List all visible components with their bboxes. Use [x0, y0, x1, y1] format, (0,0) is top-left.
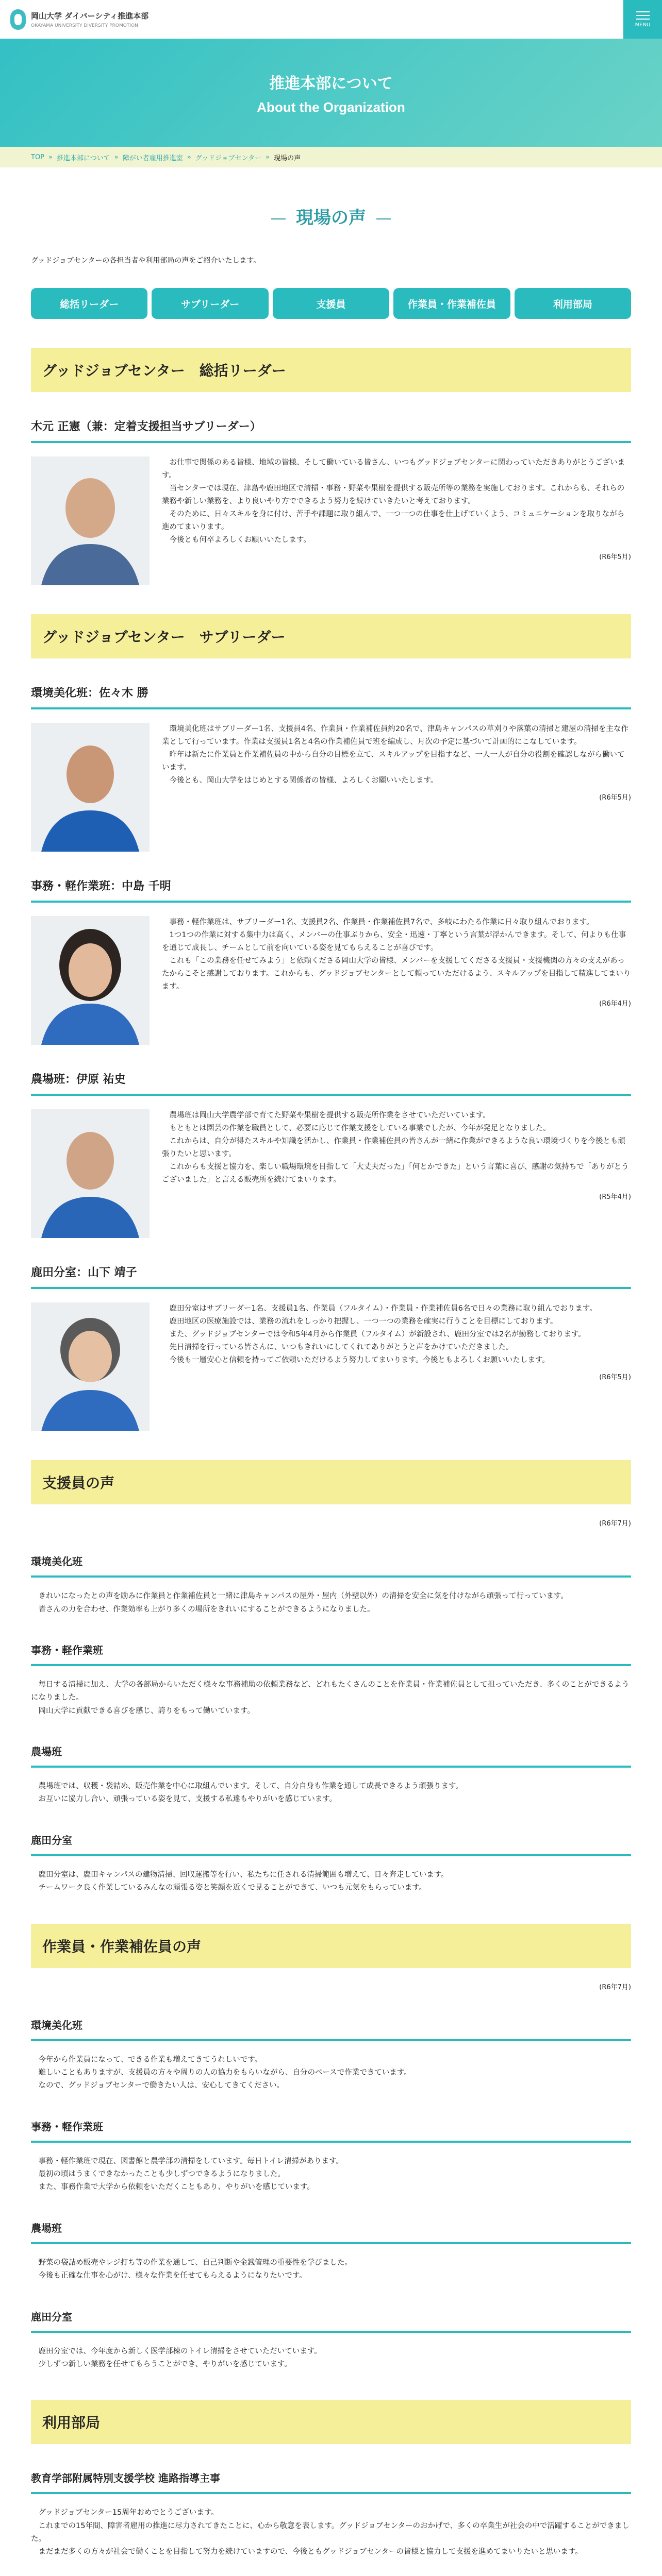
breadcrumb-current: 現場の声 [274, 154, 301, 162]
post-date: (R6年5月) [599, 793, 631, 802]
voice-block: 事務・軽作業班 事務・軽作業班で現在、図書館と農学部の清掃をしています。毎日トイレ清掃があります。 最初の頃はうまくできなかったことも少しずつできるようになりました。 また、事務作業で大学から依頼をいただくこともあり、やりがいを感じています。 [31, 2119, 631, 2194]
hero-subtitle: About the Organization [257, 99, 405, 115]
person-name: 木元 正憲（兼：定着支援担当サブリーダー） [31, 418, 631, 443]
person-card: 農場班：伊原 祐史 農場班は岡山大学農学部で育てた野菜や果樹を提供する販売所作業をさせていただいています。 もともとは園芸の作業を職員として、必要に応じて作業支援をしている事業でしたが、今年が発足となりました。 これからは、自分が得たスキルや知識を活かし、作業員・作業補佐員の皆さんが一緒に作業ができるような良い環境づくりを今後とも頑張りたいと思います。 これからも支援と協力を、楽しい職場環境を目指して「大丈夫だった」「何とかできた」という言葉に喜び、感謝の気持ちで「ありがとうございました」と言える販売所を続けてまいります。 (R5年4月) [31, 1071, 631, 1238]
person-photo [31, 1302, 150, 1431]
breadcrumb: TOP » 推進本部について » 障がい者雇用推進室 » グッドジョブセンター » 現場の声 [0, 147, 662, 167]
main-content [0, 204, 662, 2559]
person-name: 事務・軽作業班：中島 千明 [31, 877, 631, 903]
person-card: 環境美化班：佐々木 勝 環境美化班はサブリーダー1名、支援員4名、作業員・作業補佐員約20名で、津島キャンパスの草刈りや落葉の清掃と建屋の清掃を主な作業として行っています。作業は支援員1名と4名の作業補佐員で班を編成し、月次の予定に基づいて計画的にこなしています。 昨年は新たに作業員と作業補佐員の中から自分の目標を立て、スキルアップを目指すなど、一人一人が自分の役割を確認しながら働いています。 今後とも、岡山大学をはじめとする関係者の皆様、よろしくお願いいたします。 (R6年5月) [31, 684, 631, 852]
logo-subtitle: OKAYAMA UNIVERSITY DIVERSITY PROMOTION [31, 23, 138, 28]
university-logo-icon [10, 9, 26, 30]
person-photo [31, 1109, 150, 1238]
intro-text: グッドジョブセンターの各担当者や利用部局の声をご紹介いたします。 [31, 257, 261, 265]
person-card: 鹿田分室：山下 靖子 鹿田分室はサブリーダー1名、支援員1名、作業員（フルタイム）・作業員・作業補佐員6名で日々の業務に取り組んでおります。 鹿田地区の医療施設では、業務の流れをしっかり把握し、一つ一つの業務を確実に行うことを目標にしております。 また、グッドジョブセンターでは令和5年4月から作業員（フルタイム）が新設され、鹿田分室では2名が勤務しております。 先日清掃を行っている皆さんに、いつもきれいにしてくれてありがとうと声をかけていただきました。 今後も一層安心と信頼を持ってご依頼いただけるよう努力してまいります。今後ともよろしくお願いいたします。 (R6年5月) [31, 1264, 631, 1431]
voice-block: 鹿田分室 鹿田分室では、今年度から新しく医学部棟のトイレ清掃をさせていただいています。 少しずつ新しい業務を任せてもらうことができ、やりがいを感じています。 [31, 2309, 631, 2371]
tab-subleader[interactable]: サブリーダー [152, 288, 268, 319]
hero-title: 推進本部について [269, 74, 393, 93]
post-date: (R6年5月) [599, 1373, 631, 1381]
section-heading-subleader: グッドジョブセンター サブリーダー [31, 614, 631, 658]
voice-block: 農場班 野菜の袋詰め販売やレジ打ち等の作業を通して、自己判断や金銭管理の重要性を学びました。 今後も正確な仕事を心がけ、様々な作業を任せてもらえるようになりたいです。 [31, 2220, 631, 2283]
post-date: (R6年4月) [599, 999, 631, 1008]
section-heading-workers: 作業員・作業補佐員の声 [31, 1924, 631, 1968]
section-tabs [31, 288, 631, 319]
voice-block: 環境美化班 きれいになったとの声を励みに作業員と作業補佐員と一緒に津島キャンパスの屋外・屋内（外壁以外）の清掃を安全に気を付けながら頑張って行っています。 皆さんの力を合わせ、作業効率も上がり多くの場所をきれいにすることができるようになりました。 [31, 1553, 631, 1616]
menu-button[interactable] [623, 0, 662, 39]
person-card: 事務・軽作業班：中島 千明 事務・軽作業班は、サブリーダー1名、支援員2名、作業員・作業補佐員7名で、多岐にわたる作業に日々取り組んでおります。 1つ1つの作業に対する集中力は高く、メンバーの仕事ぶりから、安全・迅速・丁寧という言葉が浮かんできます。そして、何よりも仕事を通じて成長し、チームとして前を向いている姿を見てもらえることが喜びです。 これも「この業務を任せてみよう」と依頼くださる岡山大学の皆様、メンバーを支援してくださる支援員・支援機関の方々の支えがあったからこそと感謝しております。これからも、グッドジョブセンターとして頼っていただけるよう、スキルアップを目指して精進してまいります。 (R6年4月) [31, 877, 631, 1045]
site-header [0, 0, 662, 39]
site-logo[interactable] [10, 9, 148, 30]
person-photo [31, 456, 150, 585]
person-photo [31, 916, 150, 1045]
logo-title: 岡山大学 ダイバーシティ推進本部 [31, 11, 149, 21]
person-name: 環境美化班：佐々木 勝 [31, 684, 631, 709]
voice-block: 教育学部附属特別支援学校 進路指導主事 グッドジョブセンター15周年おめでとうございます。 これまでの15年間、障害者雇用の推進に尽力されてきたことに、心から敬意を表します。グッドジョブセンターのおかげで、多くの卒業生が社会の中で活躍することができました。 まだまだ多くの方々が社会で働くことを目指して努力を続けていますので、今後ともグッドジョブセンターの皆様と協力して支援を進めてまいりたいと思います。 [31, 2470, 631, 2559]
breadcrumb-goodjob[interactable]: グッドジョブセンター [195, 154, 262, 162]
voice-block: 事務・軽作業班 毎日する清掃に加え、大学の各部局からいただく様々な事務補助の依頼業務など、どれもたくさんのことを作業員・作業補佐員として担っていただき、多くのことができるようになりました。 岡山大学に貢献できる喜びを感じ、誇りをもって働いています。 [31, 1642, 631, 1718]
post-date: (R6年5月) [599, 553, 631, 561]
section-heading-support: 支援員の声 [31, 1460, 631, 1504]
section-heading-departments: 利用部局 [31, 2400, 631, 2444]
page-title: 現場の声 [31, 204, 631, 229]
post-date: (R6年7月) [599, 1983, 631, 1991]
section-heading-leader: グッドジョブセンター 総括リーダー [31, 348, 631, 392]
tab-leader[interactable]: 総括リーダー [31, 288, 147, 319]
tab-departments[interactable]: 利用部局 [515, 288, 631, 319]
person-name: 鹿田分室：山下 靖子 [31, 1264, 631, 1289]
person-photo [31, 723, 150, 852]
breadcrumb-employment[interactable]: 障がい者雇用推進室 [122, 154, 183, 162]
person-card: 木元 正憲（兼：定着支援担当サブリーダー） お仕事で関係のある皆様、地域の皆様、そして働いている皆さん、いつもグッドジョブセンターに関わっていただきありがとうございます。 当センターでは現在、津島や鹿田地区で清掃・事務・野菜や果樹を提供する販売所等の業務を実施しております。これからも、それらの業務や新しい業務を、より良いやり方でできるよう努力を続けていきたいと考えております。 そのために、日々スキルを身に付け、苦手や課題に取り組んで、一つ一つの仕事を仕上げていくよう、コミュニケーションを取りながら進めてまいります。 今後とも何卒よろしくお願いいたします。 (R6年5月) [31, 418, 631, 585]
tab-support[interactable]: 支援員 [273, 288, 389, 319]
voice-block: 農場班 農場班では、収穫・袋詰め、販売作業を中心に取組んでいます。そして、自分自身も作業を通して成長できるよう頑張ります。 お互いに協力し合い、頑張っている姿を見て、支援する私達もやりがいを感じています。 [31, 1743, 631, 1806]
voice-block: 鹿田分室 鹿田分室は、鹿田キャンパスの建物清掃、回収運搬等を行い、私たちに任される清掃範囲も増えて、日々奔走しています。 チームワーク良く作業しているみんなの頑張る姿と笑顔を近くで見ることができて、いつも元気をもらっています。 [31, 1832, 631, 1895]
post-date: (R6年7月) [599, 1520, 631, 1528]
breadcrumb-about[interactable]: 推進本部について [56, 154, 110, 162]
post-date: (R5年4月) [599, 1193, 631, 1201]
breadcrumb-top[interactable]: TOP [31, 153, 45, 161]
hamburger-icon [636, 11, 650, 12]
menu-label: MENU [635, 22, 651, 28]
hero-banner [0, 39, 662, 147]
person-name: 農場班：伊原 祐史 [31, 1071, 631, 1096]
tab-workers[interactable]: 作業員・作業補佐員 [393, 288, 510, 319]
voice-block: 環境美化班 今年から作業員になって、できる作業も増えてきてうれしいです。 難しいこともありますが、支援員の方々や周りの人の協力をもらいながら、自分のペースで作業できています。 なので、グッドジョブセンターで働きたい人は、安心してきてください。 [31, 2017, 631, 2093]
